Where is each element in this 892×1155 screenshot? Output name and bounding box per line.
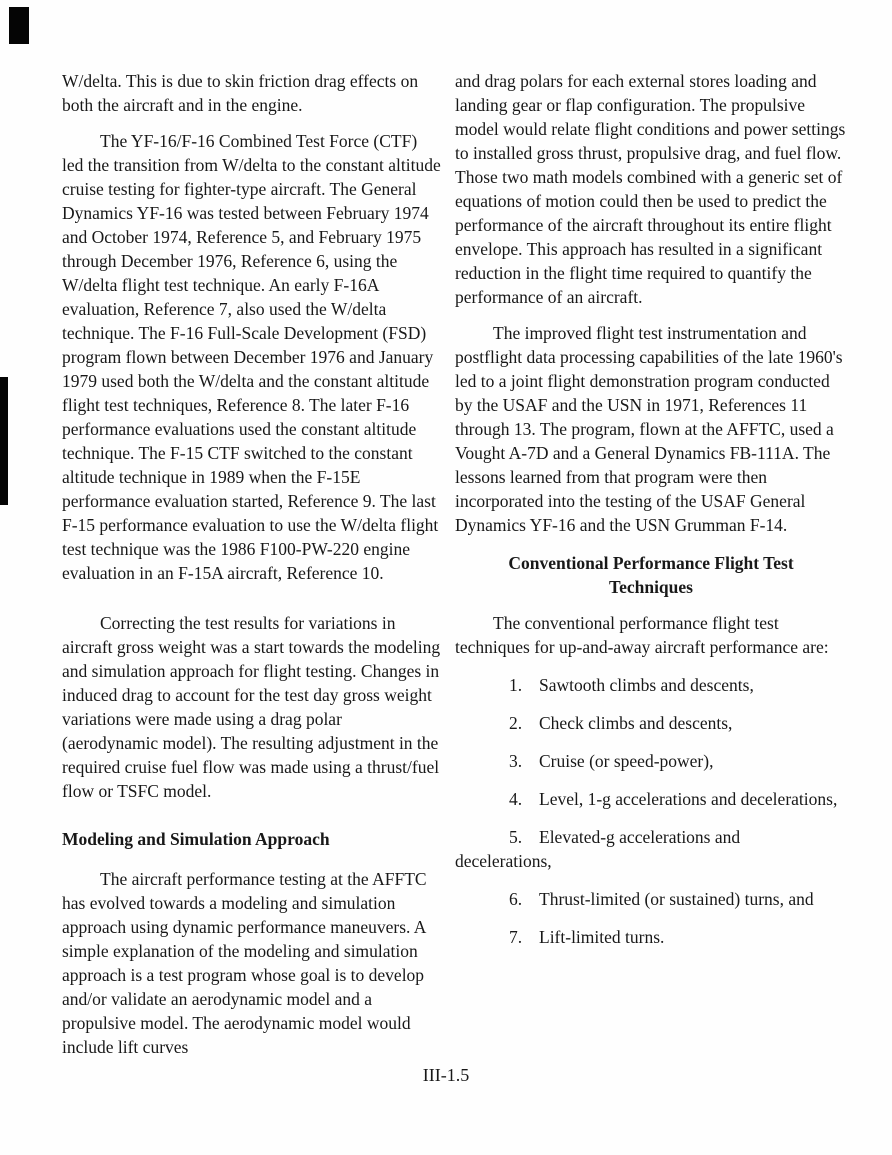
paragraph-wdelta-continuation: W/delta. This is due to skin friction drag effects on both the aircraft and in the engine.: [62, 71, 419, 115]
paragraph-conventional-intro: The conventional performance flight test techniques for up-and-away aircraft performance are:: [455, 613, 829, 657]
list-item-text: Sawtooth climbs and descents,: [539, 675, 754, 695]
heading-modeling-simulation: Modeling and Simulation Approach: [62, 829, 330, 849]
list-item-text: Thrust-limited (or sustained) turns, and: [539, 889, 814, 909]
list-item-number: 7.: [509, 927, 523, 947]
list-item-number: 1.: [509, 675, 523, 695]
heading-conventional-techniques: [455, 551, 847, 599]
heading-conventional-line2: Techniques: [609, 577, 693, 597]
list-item-wrap-line: decelerations,: [455, 851, 552, 871]
right-column: [455, 69, 847, 949]
paragraph-modeling-approach: The aircraft performance testing at the AFFTC has evolved towards a modeling and simulation approach using dynamic performance maneuvers. A simple explanation of the modeling and simulation approach is a test program whose goal is to develop and/or validate an aerodynamic model and a propulsive model. The aerodynamic model would include lift curves: [62, 869, 427, 1057]
page-number: III-1.5: [422, 1065, 470, 1085]
techniques-list: [455, 673, 847, 949]
left-column: [62, 69, 442, 1059]
list-item-text: Check climbs and descents,: [539, 713, 733, 733]
list-item-number: 5.: [509, 827, 523, 847]
list-item-text: Cruise (or speed-power),: [539, 751, 714, 771]
list-item-text: Lift-limited turns.: [539, 927, 665, 947]
list-item-cruise: [455, 749, 847, 773]
paragraph-correcting-results: Correcting the test results for variations in aircraft gross weight was a start towards the modeling and simulation approach for flight testing. Changes in induced drag to account for the test day gross weight variations were made using a drag polar (aerodynamic model). The resulting adjustment in the required cruise fuel flow was made using a thrust/fuel flow or TSFC model.: [62, 613, 441, 801]
paragraph-improved-instrumentation: The improved flight test instrumentation and postflight data processing capabilities of the late 1960's led to a joint flight demonstration program conducted by the USAF and the USN in 1971, References 11 through 13. The program, flown at the AFFTC, used a Vought A-7D and a General Dynamics FB-111A. The lessons learned from that program were then incorporated into the testing of the USAF General Dynamics YF-16 and the USN Grumman F-14.: [455, 323, 843, 535]
list-item-number: 3.: [509, 751, 523, 771]
list-item-number: 4.: [509, 789, 523, 809]
list-item-text: Elevated-g accelerations and: [539, 827, 741, 847]
scan-artifact-corner: [9, 7, 29, 44]
list-item-number: 6.: [509, 889, 523, 909]
list-item-thrust-limited: [455, 887, 847, 911]
paragraph-yf16-ctf: The YF-16/F-16 Combined Test Force (CTF) led the transition from W/delta to the constant altitude cruise testing for fighter-type aircraft. The General Dynamics YF-16 was tested between February 1974 and October 1974, Reference 5, and February 1975 through December 1976, Reference 6, using the W/delta flight test technique. An early F-16A evaluation, Reference 7, also used the W/delta technique. The F-16 Full-Scale Development (FSD) program flown between December 1976 and January 1979 used both the W/delta and the constant altitude flight test techniques, Reference 8. The later F-16 performance evaluations used the constant altitude technique. The F-15 CTF switched to the constant altitude technique in 1989 when the F-15E performance evaluation started, Reference 9. The last F-15 performance evaluation to use the W/delta flight test technique was the 1986 F100-PW-220 engine evaluation in an F-15A aircraft, Reference 10.: [62, 131, 441, 583]
paragraph-drag-polars: and drag polars for each external stores loading and landing gear or flap configuration. The propulsive model would relate flight conditions and power settings to installed gross thrust, propulsive drag, and fuel flow. Those two math models combined with a generic set of equations of motion could then be used to predict the performance of the aircraft throughout its entire flight envelope. This approach has resulted in a significant reduction in the flight time required to quantify the performance of an aircraft.: [455, 71, 846, 307]
list-item-elevated-g: [455, 825, 847, 873]
list-item-level-1g: [455, 787, 847, 811]
heading-conventional-line1: Conventional Performance Flight Test: [508, 553, 794, 573]
scan-artifact-left-bar: [0, 377, 8, 505]
list-item-lift-limited: [455, 925, 847, 949]
list-item-check-climbs: [455, 711, 847, 735]
list-item-sawtooth: [455, 673, 847, 697]
list-item-text: Level, 1-g accelerations and decelerations,: [539, 789, 838, 809]
list-item-number: 2.: [509, 713, 523, 733]
